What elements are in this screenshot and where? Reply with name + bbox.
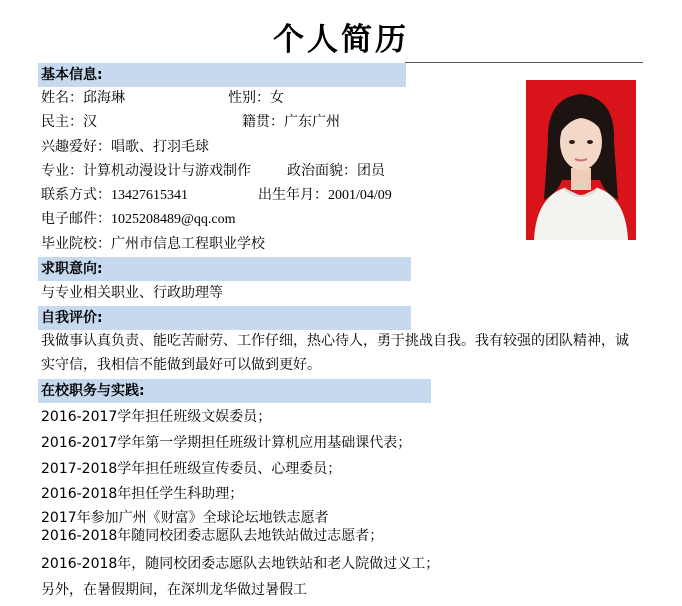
self-evaluation-text: 我做事认真负责、能吃苦耐劳、工作仔细，热心待人，勇于挑战自我。我有较强的团队精神，诚实守信，我相信不能做到最好可以做到更好。 — [41, 333, 629, 373]
major-field: 专业：计算机动漫设计与游戏制作 — [41, 163, 251, 179]
practice-item: 另外，在暑假期间，在深圳龙华做过暑假工 — [41, 582, 307, 598]
section-header-campus-practice: 在校职务与实践: — [38, 379, 431, 403]
hobbies-field: 兴趣爱好：唱歌、打羽毛球 — [41, 139, 209, 155]
section-header-basic-info: 基本信息: — [38, 63, 406, 87]
birth-value: 2001/04/09 — [328, 188, 392, 203]
email-field — [41, 210, 236, 229]
email-value: 1025208489@qq.com — [111, 212, 236, 227]
job-intent-text: 与专业相关职业、行政助理等 — [41, 285, 223, 301]
email-label: 电子邮件： — [41, 211, 111, 227]
portrait-photo — [526, 80, 636, 240]
origin-field: 籍贯：广东广州 — [242, 114, 340, 130]
birth-field — [258, 186, 392, 205]
portrait-figure — [526, 80, 636, 240]
practice-item: 2016-2018年担任学生科助理； — [41, 486, 244, 502]
section-header-job-intent: 求职意向: — [38, 257, 411, 281]
phone-value: 13427615341 — [111, 188, 188, 203]
practice-item: 2017年参加广州《财富》全球论坛地铁志愿者 — [41, 510, 329, 526]
practice-item: 2016-2018年随同校团委志愿队去地铁站做过志愿者； — [41, 528, 384, 544]
practice-item: 2016-2017学年第一学期担任班级计算机应用基础课代表； — [41, 435, 412, 451]
practice-item: 2016-2017学年担任班级文娱委员； — [41, 409, 272, 425]
phone-field — [41, 186, 188, 205]
political-status-field: 政治面貌：团员 — [287, 163, 385, 179]
practice-item: 2017-2018学年担任班级宣传委员、心理委员； — [41, 461, 342, 477]
section-header-self-evaluation: 自我评价: — [38, 306, 411, 330]
title-underline — [405, 62, 643, 63]
gender-field: 性别：女 — [228, 90, 284, 106]
practice-item: 2016-2018年，随同校团委志愿队去地铁站和老人院做过义工； — [41, 556, 440, 572]
ethnicity-field: 民主：汉 — [41, 114, 97, 130]
page-title: 个人简历 — [273, 22, 409, 58]
name-field: 姓名：邱海琳 — [41, 90, 125, 106]
school-field: 毕业院校：广州市信息工程职业学校 — [41, 236, 265, 252]
phone-label: 联系方式： — [41, 187, 111, 203]
birth-label: 出生年月： — [258, 187, 328, 203]
